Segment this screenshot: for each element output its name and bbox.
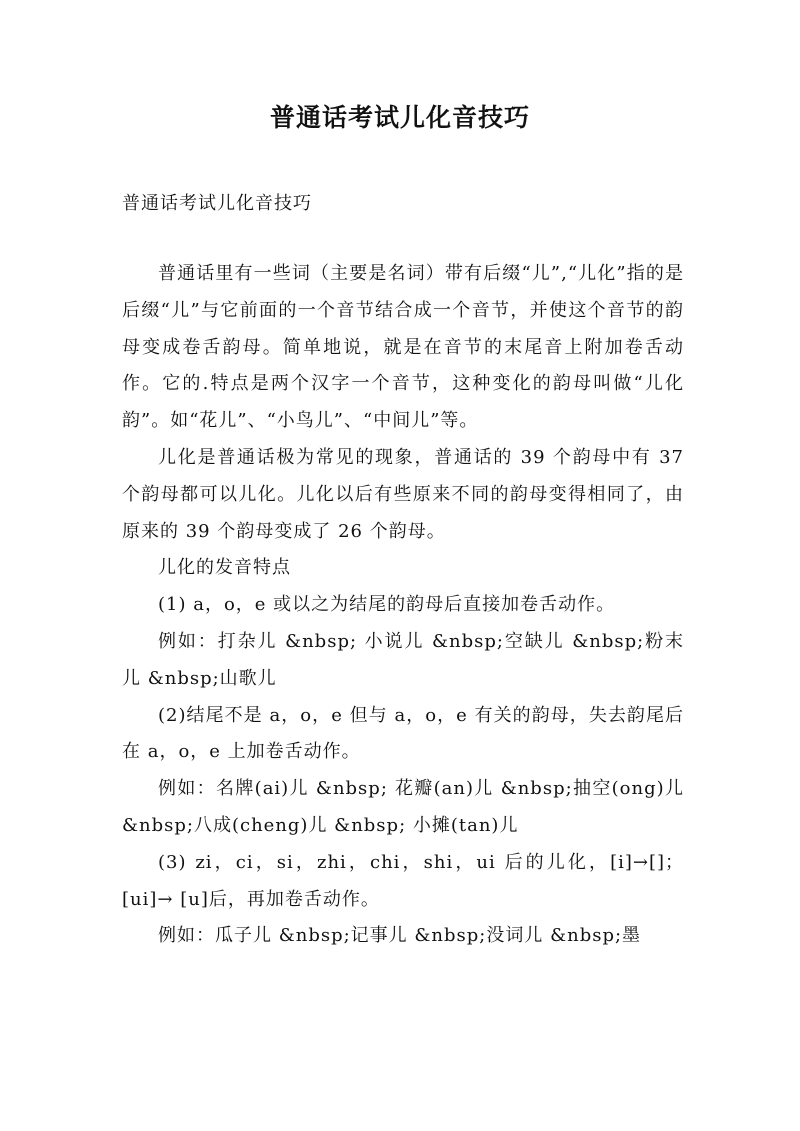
example-2: 例如：名牌(ai)儿 &nbsp; 花瓣(an)儿 &nbsp;抽空(ong)儿 &nbsp;八成(cheng)儿 &nbsp; 小摊(tan)儿 [122,778,684,836]
example-3: 例如：瓜子儿 &nbsp;记事儿 &nbsp;没词儿 &nbsp;墨 [158,925,642,947]
section-heading: 儿化的发音特点 [158,557,291,579]
paragraph-overview: 儿化是普通话极为常见的现象，普通话的 39 个韵母中有 37 个韵母都可以儿化。儿化以后有些原来不同的韵母变得相同了，由原来的 39 个韵母变成了 26 个韵母。 [122,446,684,542]
document-title: 普通话考试儿化音技巧 [269,103,530,132]
rule-2: (2)结尾不是 a，o，e 但与 a，o，e 有关的韵母，失去韵尾后在 a，o，e 上加卷舌动作。 [122,704,684,763]
example-1: 例如：打杂儿 &nbsp; 小说儿 &nbsp;空缺儿 &nbsp;粉末儿 &nbsp;山歌儿 [122,630,684,689]
rule-1: (1) a，o，e 或以之为结尾的韵母后直接加卷舌动作。 [158,594,616,616]
document-body [122,256,684,955]
paragraph-intro: 普通话里有一些词（主要是名词）带有后缀“儿”,“儿化”指的是后缀“儿”与它前面的一个音节结合成一个音节，并使这个音节的韵母变成卷舌韵母。简单地说，就是在音节的末尾音上附加卷舌动作。它的.特点是两个汉字一个音节，这种变化的韵母叫做“儿化韵”。如“花儿”、“小鸟儿”、“中间儿”等。 [122,263,684,432]
document-subtitle: 普通话考试儿化音技巧 [122,193,312,214]
rule-3: (3) zi，ci，si，zhi，chi，shi，ui 后的儿化，[i]→[]；[ui]→ [u]后，再加卷舌动作。 [122,851,684,910]
